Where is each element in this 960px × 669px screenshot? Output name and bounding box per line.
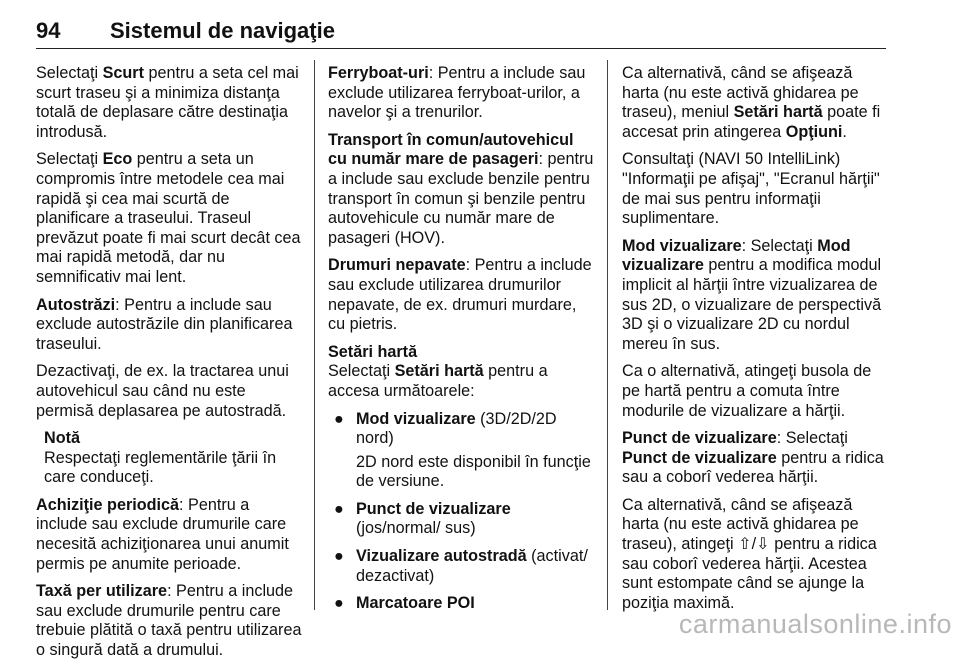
list-item: ● Mod vizualizare (3D/2D/2D nord) 2D nord este disponibil în funcţie de versiune. [334, 409, 591, 491]
paragraph-busola: Ca o alternativă, atingeţi busola de pe hartă pentru a comuta între modurile de vizualizare a hărţii. [622, 362, 872, 420]
paragraph-nepavate: Drumuri nepavate: Pentru a include sau exclude utilizarea drumurilor nepavate, de ex. drumuri murdare, cu pietris. [328, 256, 592, 334]
paragraph-punct-vizualizare: Punct de vizualizare: Selectaţi Punct de vizualizare pentru a ridica sau a coborî vederea hărţii. [622, 429, 884, 487]
page-header [36, 0, 886, 50]
paragraph-ferryboat: Ferryboat-uri: Pentru a include sau exclude utilizarea ferryboat-urilor, a navelor şi a trenurilor. [328, 64, 586, 122]
note-text: Respectaţi reglementările ţării în care conduceţi. [44, 448, 277, 487]
bullet-icon: ● [334, 409, 344, 428]
paragraph-ridica-cobori: Ca alternativă, când se afişează harta (nu este activă ghidarea pe traseu), atingeţi ⇧/⇩ pentru a ridica sau coborî vederea hărţii. Acestea sunt estompate când se ajunge la poziţia maximă. [622, 495, 877, 612]
paragraph-transport: Transport în comun/autovehicul cu număr mare de pasageri: pentru a include sau exclude benzile pentru transport în comun şi benzile pentru autovehicule cu număr mare de pasageri (HOV). [328, 130, 594, 247]
section-setari-harta: Setări hartă Selectaţi Setări hartă pentru a accesa următoarele: [328, 342, 548, 400]
column-divider-1 [314, 60, 315, 610]
paragraph-taxa: Taxă per utilizare: Pentru a include sau exclude drumurile pentru care trebuie plătită o taxă pentru utilizarea o singură dată a drumului. [36, 582, 302, 660]
paragraph-dezactivati: Dezactivaţi, de ex. la tractarea unui autovehicul sau când nu este permisă deplasarea pe autostradă. [36, 362, 289, 420]
paragraph-mod-vizualizare: Mod vizualizare: Selectaţi Mod vizualizare pentru a modifica modul implicit al hărţii între vizualizarea de sus 2D, o vizualizare de perspectivă 3D şi o vizualizare 2D cu nordul mereu în sus. [622, 236, 882, 353]
bullet-icon: ● [334, 594, 344, 613]
bullet-icon: ● [334, 499, 344, 518]
paragraph-achizitie: Achiziţie periodică: Pentru a include sau exclude drumurile care necesită achiziţionarea unui anumit permis pe anumite perioade. [36, 495, 289, 573]
column-2 [328, 64, 596, 622]
list-item: ● Punct de vizualizare (jos/normal/ sus) [334, 499, 511, 538]
settings-list [328, 410, 596, 614]
page-number: 94 [36, 18, 61, 43]
page-title: Sistemul de navigaţie [110, 18, 335, 43]
list-item: ● Marcatoare POI [334, 594, 475, 613]
paragraph-alternativa-meniu: Ca alternativă, când se afişează harta (nu este activă ghidarea pe traseu), meniul Setări hartă poate fi accesat prin atingerea Opţiuni. [622, 64, 881, 141]
column-divider-2 [607, 60, 608, 610]
header-divider [36, 48, 886, 49]
list-item: ● Vizualizare autostradă (activat/ dezactivat) [334, 547, 588, 585]
note-block [44, 429, 304, 488]
paragraph-scurt: Selectaţi Scurt pentru a seta cel mai scurt traseu şi a minimiza distanţa totală de deplasare către destinaţia introdusă. [36, 64, 299, 141]
watermark: carmanualsonline.info [678, 609, 952, 639]
column-3 [622, 64, 890, 621]
note-title: Notă [44, 429, 80, 448]
paragraph-eco: Selectaţi Eco pentru a seta un compromis între metodele cea mai rapidă şi cea mai scurtă de planificare a traseului. Traseul prevăzut poate fi mai scurt decât cea mai rapidă metodă, dar nu semnificativ mai lent. [36, 150, 301, 286]
bullet-icon: ● [334, 547, 344, 566]
paragraph-autostrazi: Autostrăzi: Pentru a include sau exclude autostrăzile din planificarea traseului. [36, 295, 293, 353]
column-1 [36, 64, 304, 669]
section-title: Setări hartă [328, 342, 418, 361]
paragraph-consultati: Consultaţi (NAVI 50 IntelliLink) "Informaţii pe afişaj", "Ecranul hărţii" de mai sus pentru informaţii suplimentare. [622, 150, 880, 228]
